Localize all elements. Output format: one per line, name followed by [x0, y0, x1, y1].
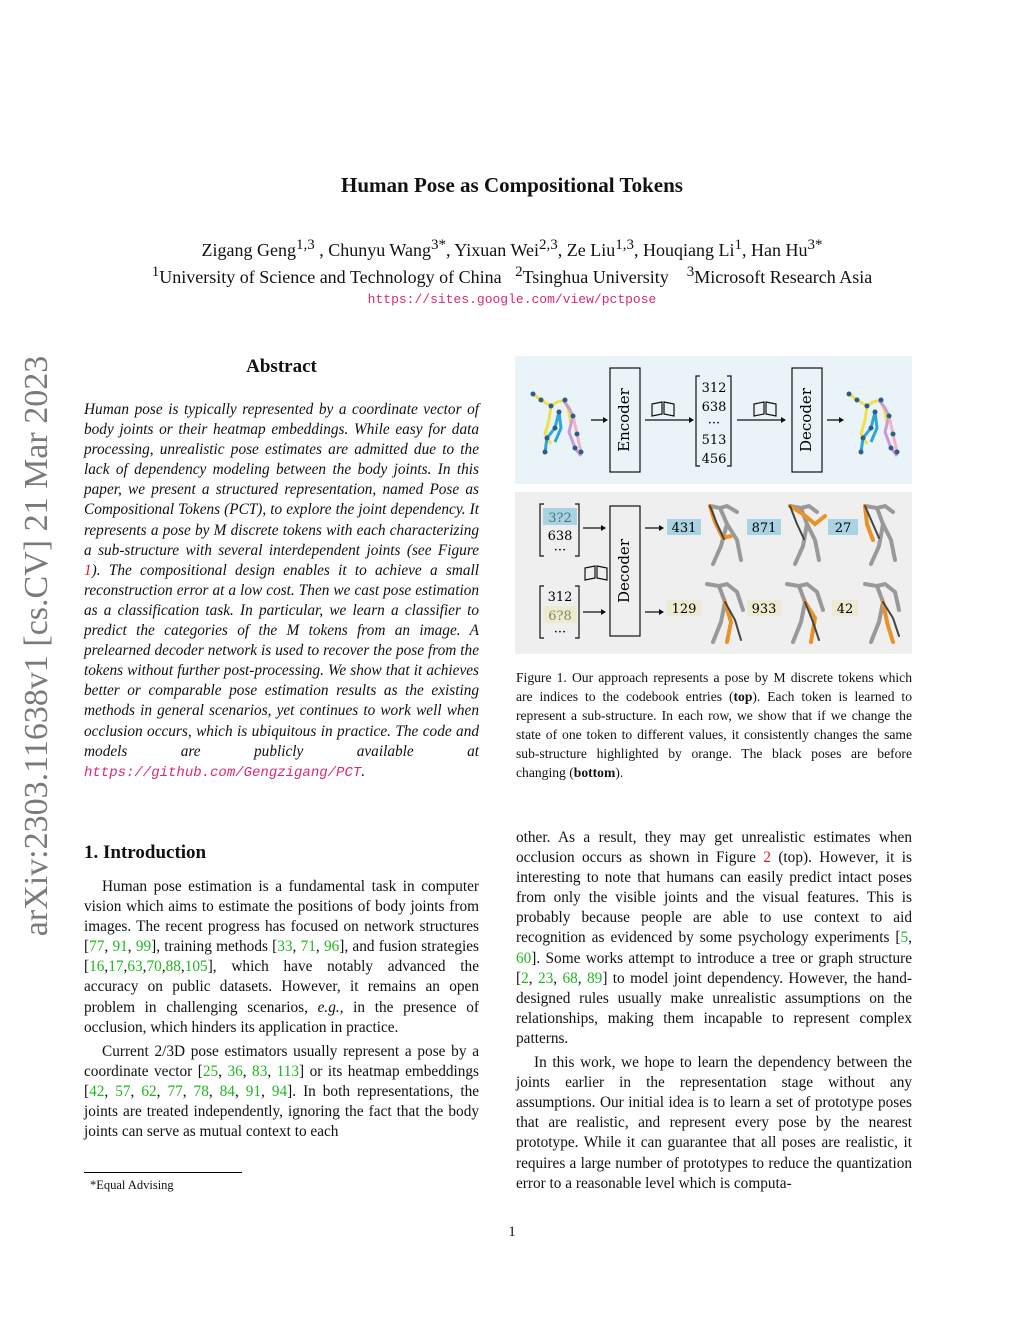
author-name: Ze Liu: [566, 240, 616, 260]
paragraph: In this work, we hope to learn the dependency between the joints earlier in the representation stage without any assumptions. Our initial idea is to learn a set of prototype poses that are realistic, and represent every pose by the nearest prototype. While it can guarantee that all poses are realistic, it requires a large number of prototypes to reduce the quantization error to a reasonable level which is computa-: [516, 1054, 912, 1192]
author-affiliation-mark: 1,3: [615, 237, 634, 253]
token-value: 312: [701, 381, 727, 396]
decoder-label: Decoder: [797, 388, 815, 452]
affiliation-name: Tsinghua University: [522, 267, 669, 287]
citation-link[interactable]: 25: [202, 1062, 219, 1080]
token-value: 933: [751, 602, 777, 617]
author-name: Yixuan Wei: [454, 240, 540, 260]
paragraph: Current 2/3D pose estimators usually represent a pose by a coordinate vector [25, 36, 83, 113] or its heatmap embeddings [42, 57, 62, 77, 78, 84, 91, 94]. In both representations, the joints are treated independently, ignoring the fact that the body joints can serve as mutual context to each: [84, 1042, 480, 1141]
citation-link[interactable]: 91: [112, 938, 128, 956]
citation-link[interactable]: 83: [252, 1062, 268, 1080]
token-ellipsis: ···: [553, 625, 567, 640]
page-number: 1: [508, 1224, 516, 1240]
arxiv-identifier: arXiv:2303.11638v1 [cs.CV] 21 Mar 2023: [18, 355, 55, 937]
citation-link[interactable]: 77: [167, 1082, 183, 1100]
citation-link[interactable]: 57: [115, 1082, 131, 1100]
page-title: Human Pose as Compositional Tokens: [341, 173, 683, 197]
intro-column-left: [84, 877, 479, 1142]
token-value: 871: [751, 521, 777, 536]
section-heading-introduction: 1. Introduction: [84, 842, 207, 863]
token-value: 513: [701, 433, 727, 448]
citation-link[interactable]: 60: [516, 949, 532, 967]
citation-link[interactable]: 96: [323, 938, 340, 956]
token-value: 638: [701, 400, 727, 415]
citation-link[interactable]: 62: [141, 1082, 157, 1100]
citation-link[interactable]: 63: [127, 958, 143, 976]
author-name: Chunyu Wang: [328, 240, 431, 260]
masked-token: 3?2: [548, 511, 572, 526]
citation-link[interactable]: 23: [537, 969, 554, 987]
citation-link[interactable]: 36: [227, 1062, 243, 1080]
project-url-link[interactable]: https://sites.google.com/view/pctpose: [367, 292, 657, 307]
citation-link[interactable]: 33: [277, 938, 293, 956]
author-affiliation-mark: 2,3: [539, 237, 558, 253]
citation-link[interactable]: 88: [165, 958, 181, 976]
token-ellipsis: ···: [707, 416, 721, 431]
token-value: 456: [701, 452, 727, 467]
token-value: 638: [547, 529, 573, 544]
affiliation-name: University of Science and Technology of China: [159, 267, 502, 287]
encoder-label: Encoder: [615, 388, 633, 452]
token-value: 431: [671, 521, 697, 536]
citation-link[interactable]: 71: [300, 938, 316, 956]
figure-caption: Figure 1. Our approach represents a pose by M discrete tokens which are indices to the codebook entries (top). Each token is learned to represent a sub-structure. In each row, we show that if we change the state of one token to different values, it consistently changes the same sub-structure highlighted by orange. The black poses are before changing (bottom).: [516, 670, 912, 780]
citation-link[interactable]: 105: [184, 958, 208, 976]
citation-link[interactable]: 2: [521, 969, 529, 987]
citation-link[interactable]: 78: [193, 1082, 209, 1100]
citation-link[interactable]: 84: [219, 1082, 235, 1100]
affiliation-name: Microsoft Research Asia: [694, 267, 873, 287]
figure-ref-link[interactable]: 2: [763, 849, 771, 867]
intro-column-right: [516, 828, 912, 1194]
author-affiliation-mark: 1,3: [295, 237, 315, 253]
token-ellipsis: ···: [553, 543, 567, 558]
citation-link[interactable]: 91: [245, 1082, 262, 1100]
code-url-link[interactable]: https://github.com/Gengzigang/PCT: [84, 764, 362, 781]
figure-ref-link[interactable]: 1: [84, 561, 92, 579]
masked-token: 6?8: [548, 609, 572, 624]
citation-link[interactable]: 89: [587, 969, 603, 987]
citation-link[interactable]: 70: [146, 958, 162, 976]
citation-link[interactable]: 68: [562, 969, 578, 987]
author-affiliation-mark: 1: [734, 237, 742, 253]
figure-1: [515, 356, 912, 654]
abstract-heading: Abstract: [246, 356, 317, 377]
token-value: 129: [671, 602, 697, 617]
citation-link[interactable]: 77: [89, 938, 105, 956]
citation-link[interactable]: 16: [89, 958, 105, 976]
token-value: 312: [547, 590, 573, 605]
affiliation-list: $^1$University of Science and Technology of China $^2$Tsinghua University $^3$Microsoft Research Asia: [151, 264, 873, 287]
abstract-text: Human pose is typically represented by a coordinate vector of body joints or their heatmap embeddings. While easy for data processing, unrealistic pose estimates are admitted due to the lack of dependency modeling between the body joints. In this paper, we present a structured representation, named Pose as Compositional Tokens (PCT), to explore the joint dependency. It represents a pose by M discrete tokens with each characterizing a sub-structure with several interdependent joints (see Figure 1). The compositional design enables it to achieve a small reconstruction error at a low cost. Then we cast pose estimation as a classification task. In particular, we learn a classifier to predict the categories of the M tokens from an image. A prelearned decoder network is used to recover the pose from the tokens without further post-processing. We show that it achieves better or comparable pose estimation results as the existing methods in general scenarios, yet continues to work well when occlusion occurs, which is ubiquitous in practice. The code and models are publicly available at https://github.com/Gengzigang/PCT.: [84, 401, 479, 781]
citation-link[interactable]: 5: [900, 929, 909, 947]
author-name: Houqiang Li: [643, 240, 735, 260]
decoder-label: Decoder: [615, 539, 633, 603]
citation-link[interactable]: 17: [108, 958, 124, 976]
paragraph: other. As a result, they may get unrealistic estimates when occlusion occurs as shown in Figure 2 (top). However, it is interesting to note that humans can easily predict intact poses from only the visible joints and the visual features. This is probably because people are able to use context to aid recognition as evidenced by some psychology experiments [5, 60]. Some works attempt to introduce a tree or graph structure [2, 23, 68, 89] to model joint dependency. However, the hand-designed rules usually make unrealistic assumptions on the relationships, making them incapable to represent complex patterns.: [516, 829, 912, 1047]
token-value: 27: [834, 521, 852, 536]
author-list: Zigang Geng$^{1,3}$ , Chunyu Wang$^{3*}$, Yixuan Wei$^{2,3}$, Ze Liu$^{1,3}$, Houqiang Li$^1$, Han $Hu^{3*}$: [201, 237, 823, 260]
footnote: *Equal Advising: [90, 1178, 174, 1192]
token-value: 42: [836, 602, 854, 617]
citation-link[interactable]: 94: [271, 1082, 288, 1100]
footnote-divider: [84, 1172, 242, 1173]
citation-link[interactable]: 42: [89, 1082, 105, 1100]
author-name: Zigang Geng: [201, 240, 296, 260]
paragraph: Human pose estimation is a fundamental task in computer vision which aims to estimate the positions of body joints from images. The recent progress has focused on network structures [77, 91, 99], training methods [33, 71, 96], and fusion strategies [16,17,63,70,88,105], which have notably advanced the accuracy on public datasets. However, it remains an open problem in challenging scenarios, e.g., in the presence of occlusion, which hinders its application in practice.: [84, 878, 479, 1036]
author-affiliation-mark: 3*: [807, 237, 823, 253]
citation-link[interactable]: 113: [276, 1062, 300, 1080]
citation-link[interactable]: 99: [135, 938, 152, 956]
author-name: Han Hu: [751, 240, 808, 260]
author-affiliation-mark: 3*: [430, 237, 446, 253]
